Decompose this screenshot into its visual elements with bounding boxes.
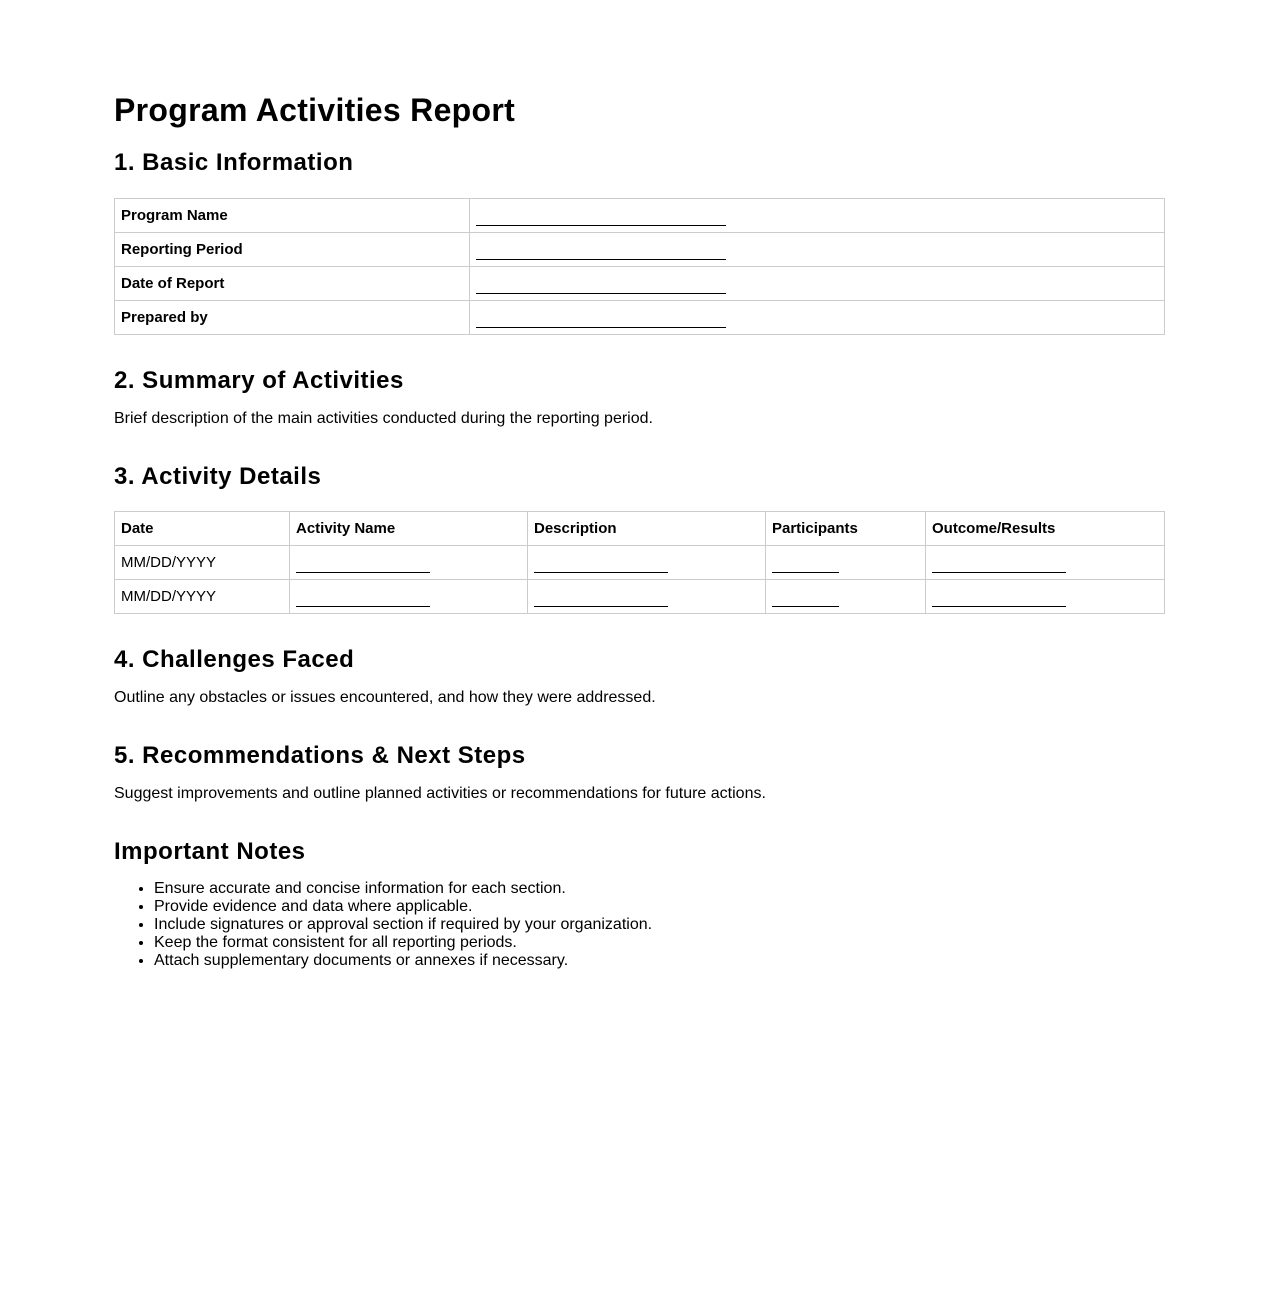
- blank-line: [476, 311, 726, 328]
- blank-line: [296, 556, 430, 573]
- section-basic-information-heading: 1. Basic Information: [114, 149, 354, 176]
- section-activity-details-heading: 3. Activity Details: [114, 463, 322, 490]
- list-item: • Ensure accurate and concise information for each section.: [154, 880, 1164, 898]
- section-summary-text: Brief description of the main activities conducted during the reporting period.: [114, 410, 653, 427]
- blank-line: [932, 556, 1066, 573]
- activity-details-table: [114, 511, 1165, 614]
- program-name-label: Program Name: [115, 199, 470, 233]
- participants-cell[interactable]: [766, 546, 926, 580]
- document-title: Program Activities Report: [114, 92, 516, 128]
- outcome-results-cell[interactable]: [926, 546, 1165, 580]
- activity-name-cell[interactable]: [290, 546, 528, 580]
- list-item: • Include signatures or approval section if required by your organization.: [154, 916, 1164, 934]
- description-cell[interactable]: [528, 580, 766, 614]
- blank-line: [932, 590, 1066, 607]
- list-item: • Provide evidence and data where applicable.: [154, 898, 1164, 916]
- blank-line: [534, 556, 668, 573]
- section-challenges-heading: 4. Challenges Faced: [114, 646, 355, 673]
- reporting-period-label: Reporting Period: [115, 233, 470, 267]
- table-row: [115, 199, 1165, 233]
- date-of-report-field[interactable]: [470, 267, 1165, 301]
- blank-line: [772, 556, 839, 573]
- column-header-description: Description: [528, 512, 766, 546]
- blank-line: [476, 243, 726, 260]
- basic-information-table: [114, 198, 1165, 335]
- table-row: [115, 546, 1165, 580]
- blank-line: [534, 590, 668, 607]
- date-cell[interactable]: MM/DD/YYYY: [115, 546, 290, 580]
- important-notes-list: [114, 880, 1164, 970]
- program-name-field[interactable]: [470, 199, 1165, 233]
- blank-line: [476, 277, 726, 294]
- activity-name-cell[interactable]: [290, 580, 528, 614]
- list-item: • Keep the format consistent for all reporting periods.: [154, 934, 1164, 952]
- column-header-activity-name: Activity Name: [290, 512, 528, 546]
- blank-line: [772, 590, 839, 607]
- section-challenges-text: Outline any obstacles or issues encountered, and how they were addressed.: [114, 689, 656, 706]
- section-recommendations-text: Suggest improvements and outline planned activities or recommendations for future actions.: [114, 785, 766, 802]
- table-row: [115, 233, 1165, 267]
- outcome-results-cell[interactable]: [926, 580, 1165, 614]
- date-of-report-label: Date of Report: [115, 267, 470, 301]
- column-header-outcome-results: Outcome/Results: [926, 512, 1165, 546]
- important-notes-heading: Important Notes: [114, 838, 306, 865]
- table-row: [115, 267, 1165, 301]
- section-recommendations-heading: 5. Recommendations & Next Steps: [114, 742, 526, 769]
- column-header-participants: Participants: [766, 512, 926, 546]
- list-item: • Attach supplementary documents or annexes if necessary.: [154, 952, 1164, 970]
- section-summary-heading: 2. Summary of Activities: [114, 367, 404, 394]
- reporting-period-field[interactable]: [470, 233, 1165, 267]
- blank-line: [476, 209, 726, 226]
- table-header-row: [115, 512, 1165, 546]
- prepared-by-field[interactable]: [470, 301, 1165, 335]
- table-row: [115, 301, 1165, 335]
- date-cell[interactable]: MM/DD/YYYY: [115, 580, 290, 614]
- participants-cell[interactable]: [766, 580, 926, 614]
- blank-line: [296, 590, 430, 607]
- prepared-by-label: Prepared by: [115, 301, 470, 335]
- description-cell[interactable]: [528, 546, 766, 580]
- table-row: [115, 580, 1165, 614]
- column-header-date: Date: [115, 512, 290, 546]
